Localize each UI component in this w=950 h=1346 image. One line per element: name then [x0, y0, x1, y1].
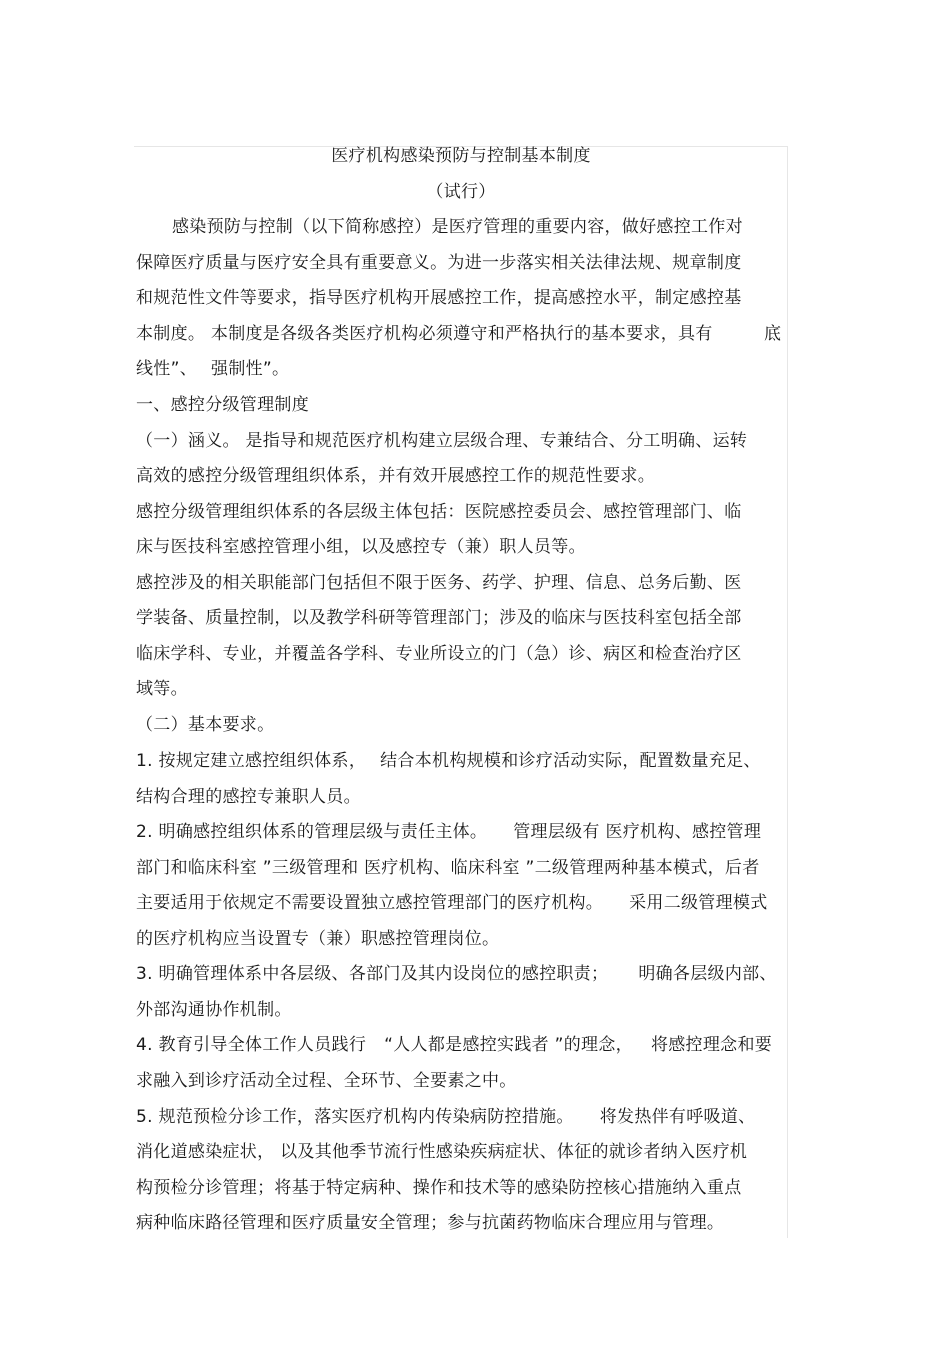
intro-line-4-text: 本制度。 本制度是各级各类医疗机构必须遵守和严格执行的基本要求，具有: [136, 324, 713, 344]
item5-line-1: [136, 1106, 755, 1128]
item2-line-3: [136, 892, 768, 914]
sub1-line-5: 感控涉及的相关职能部门包括但不限于医务、药学、护理、信息、总务后勤、医: [136, 573, 742, 593]
section-1-heading: 一、感控分级管理制度: [136, 395, 309, 415]
sub1-line-6: 学装备、质量控制，以及教学科研等管理部门；涉及的临床与医技科室包括全部: [136, 608, 742, 628]
item4-line-2: 求融入到诊疗活动全过程、全环节、全要素之中。: [136, 1071, 517, 1091]
item3-a: 3. 明确管理体系中各层级、各部门及其内设岗位的感控职责；: [136, 964, 609, 984]
document-subtitle: （试行）: [426, 182, 496, 202]
item2-e: 采用二级管理模式: [629, 893, 768, 913]
item2-d: 主要适用于依规定不需要设置独立感控管理部门的医疗机构。: [136, 893, 604, 913]
sub1-line-1: （一）涵义。 是指导和规范医疗机构建立层级合理、专兼结合、分工明确、运转: [136, 431, 748, 451]
item2-line-2: 部门和临床科室 ”三级管理和 医疗机构、临床科室 ”二级管理两种基本模式，后者: [136, 858, 760, 878]
item5-a: 5. 规范预检分诊工作，落实医疗机构内传染病防控措施。: [136, 1107, 574, 1127]
item1-a: 1. 按规定建立感控组织体系，: [136, 751, 367, 771]
intro-line-1: 感染预防与控制（以下简称感控）是医疗管理的重要内容，做好感控工作对: [172, 217, 743, 237]
item4-a: 4. 教育引导全体工作人员践行: [136, 1035, 367, 1055]
intro-line-5-b: 强制性”。: [211, 359, 290, 379]
item3-b: 明确各层级内部、: [638, 964, 777, 984]
document-title: 医疗机构感染预防与控制基本制度: [331, 146, 591, 166]
item2-b: 管理层级有 医疗机构、感控管理: [513, 822, 762, 842]
sub1-line-2: 高效的感控分级管理组织体系，并有效开展感控工作的规范性要求。: [136, 466, 655, 486]
sub1-line-8: 域等。: [136, 679, 188, 699]
intro-line-4: [136, 323, 713, 345]
intro-line-4-end: 底: [764, 324, 782, 344]
item1-line-1: [136, 750, 761, 772]
item5-b: 将发热伴有呼吸道、: [599, 1107, 756, 1127]
item1-line-2: 结构合理的感控专兼职人员。: [136, 787, 361, 807]
item4-b: “人人都是感控实践者 ”的理念，: [384, 1035, 633, 1055]
item4-line-1: [136, 1034, 772, 1056]
item3-line-2: 外部沟通协作机制。: [136, 1000, 292, 1020]
item5-line-3: 构预检分诊管理；将基于特定病种、操作和技术等的感染防控核心措施纳入重点: [136, 1178, 742, 1198]
sub1-line-7: 临床学科、专业，并覆盖各学科、专业所设立的门（急）诊、病区和检查治疗区: [136, 644, 742, 664]
intro-line-3: 和规范性文件等要求，指导医疗机构开展感控工作，提高感控水平，制定感控基: [136, 288, 742, 308]
sub2-heading: （二）基本要求。: [136, 715, 275, 735]
item2-a: 2. 明确感控组织体系的管理层级与责任主体。: [136, 822, 488, 842]
item2-line-1: [136, 821, 761, 843]
intro-line-2: 保障医疗质量与医疗安全具有重要意义。为进一步落实相关法律法规、规章制度: [136, 253, 742, 273]
sub1-line-4: 床与医技科室感控管理小组，以及感控专（兼）职人员等。: [136, 537, 586, 557]
item2-line-4: 的医疗机构应当设置专（兼）职感控管理岗位。: [136, 929, 500, 949]
intro-line-5: [136, 358, 289, 380]
item5-line-2: 消化道感染症状， 以及其他季节流行性感染疾病症状、体征的就诊者纳入医疗机: [136, 1142, 748, 1162]
intro-line-5-a: 线性”、: [136, 359, 198, 379]
item1-b: 结合本机构规模和诊疗活动实际，配置数量充足、: [380, 751, 761, 771]
sub1-line-3: 感控分级管理组织体系的各层级主体包括：医院感控委员会、感控管理部门、临: [136, 502, 742, 522]
item4-c: 将感控理念和要: [650, 1035, 773, 1055]
item3-line-1: [136, 963, 777, 985]
item5-line-4: 病种临床路径管理和医疗质量安全管理；参与抗菌药物临床合理应用与管理。: [136, 1213, 725, 1233]
